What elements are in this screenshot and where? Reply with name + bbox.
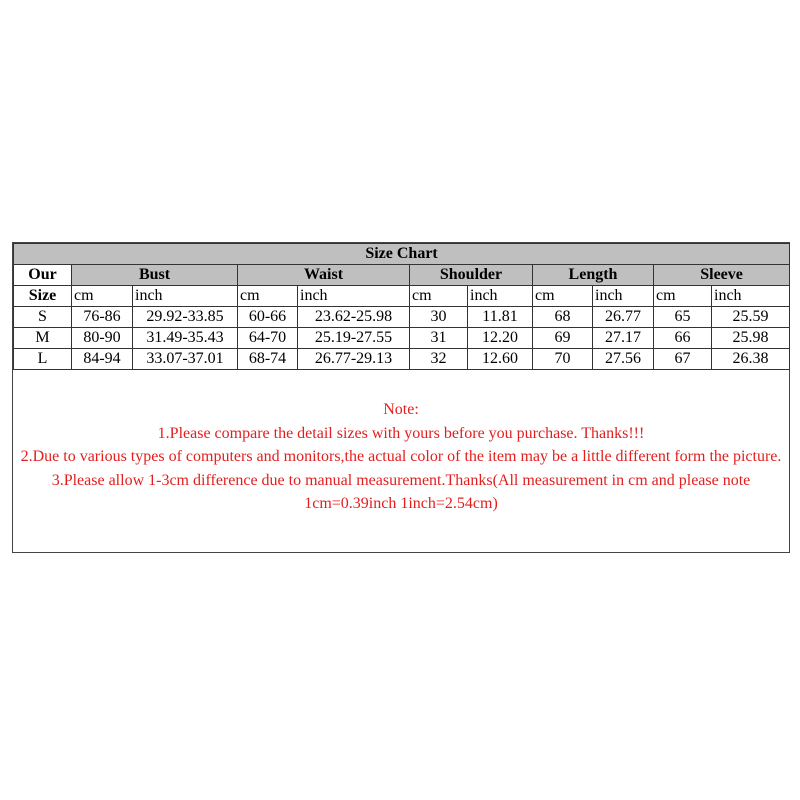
table-cell: 27.17 bbox=[593, 328, 654, 349]
table-cell: 70 bbox=[533, 349, 593, 370]
table-cell: 26.77 bbox=[593, 307, 654, 328]
table-cell: 27.56 bbox=[593, 349, 654, 370]
table-cell: 25.59 bbox=[712, 307, 790, 328]
unit-inch: inch bbox=[593, 286, 654, 307]
unit-inch: inch bbox=[298, 286, 410, 307]
unit-inch: inch bbox=[468, 286, 533, 307]
table-cell: 33.07-37.01 bbox=[133, 349, 238, 370]
size-label: S bbox=[14, 307, 72, 328]
group-header-length: Length bbox=[533, 265, 654, 286]
unit-cm: cm bbox=[72, 286, 133, 307]
table-cell: 76-86 bbox=[72, 307, 133, 328]
group-header-bust: Bust bbox=[72, 265, 238, 286]
title-row bbox=[14, 244, 790, 265]
table-cell: 80-90 bbox=[72, 328, 133, 349]
table-cell: 31.49-35.43 bbox=[133, 328, 238, 349]
table-cell: 11.81 bbox=[468, 307, 533, 328]
table-row bbox=[14, 307, 790, 328]
group-header-sleeve: Sleeve bbox=[654, 265, 790, 286]
table-cell: 84-94 bbox=[72, 349, 133, 370]
unit-cm: cm bbox=[533, 286, 593, 307]
size-label: L bbox=[14, 349, 72, 370]
our-size-label: Size bbox=[14, 286, 72, 307]
notes-block bbox=[13, 398, 789, 516]
table-cell: 30 bbox=[410, 307, 468, 328]
table-cell: 60-66 bbox=[238, 307, 298, 328]
table-cell: 64-70 bbox=[238, 328, 298, 349]
our-size-label: Our bbox=[14, 265, 72, 286]
note-line-2: 2.Due to various types of computers and monitors,the actual color of the item may be a little different form the picture. bbox=[20, 448, 782, 465]
table-cell: 32 bbox=[410, 349, 468, 370]
unit-cm: cm bbox=[410, 286, 468, 307]
table-cell: 68 bbox=[533, 307, 593, 328]
unit-header-row bbox=[14, 286, 790, 307]
table-cell: 25.98 bbox=[712, 328, 790, 349]
table-cell: 23.62-25.98 bbox=[298, 307, 410, 328]
size-label: M bbox=[14, 328, 72, 349]
unit-cm: cm bbox=[654, 286, 712, 307]
table-cell: 66 bbox=[654, 328, 712, 349]
size-table bbox=[13, 243, 790, 370]
table-cell: 26.77-29.13 bbox=[298, 349, 410, 370]
table-cell: 68-74 bbox=[238, 349, 298, 370]
unit-inch: inch bbox=[712, 286, 790, 307]
group-header-row bbox=[14, 265, 790, 286]
table-cell: 29.92-33.85 bbox=[133, 307, 238, 328]
table-cell: 69 bbox=[533, 328, 593, 349]
table-cell: 26.38 bbox=[712, 349, 790, 370]
table-cell: 12.60 bbox=[468, 349, 533, 370]
note-line-1: 1.Please compare the detail sizes with yours before you purchase. Thanks!!! bbox=[157, 424, 645, 442]
size-chart bbox=[12, 242, 790, 553]
unit-inch: inch bbox=[133, 286, 238, 307]
table-cell: 25.19-27.55 bbox=[298, 328, 410, 349]
table-row bbox=[14, 328, 790, 349]
table-cell: 65 bbox=[654, 307, 712, 328]
group-header-shoulder: Shoulder bbox=[410, 265, 533, 286]
table-cell: 31 bbox=[410, 328, 468, 349]
note-line-3: 3.Please allow 1-3cm difference due to manual measurement.Thanks(All measurement in cm and please note 1cm=0.39inch 1inch=2.54cm) bbox=[51, 471, 751, 512]
table-row bbox=[14, 349, 790, 370]
note-heading: Note: bbox=[383, 401, 419, 418]
table-cell: 12.20 bbox=[468, 328, 533, 349]
table-title: Size Chart bbox=[14, 244, 790, 265]
group-header-waist: Waist bbox=[238, 265, 410, 286]
unit-cm: cm bbox=[238, 286, 298, 307]
table-cell: 67 bbox=[654, 349, 712, 370]
